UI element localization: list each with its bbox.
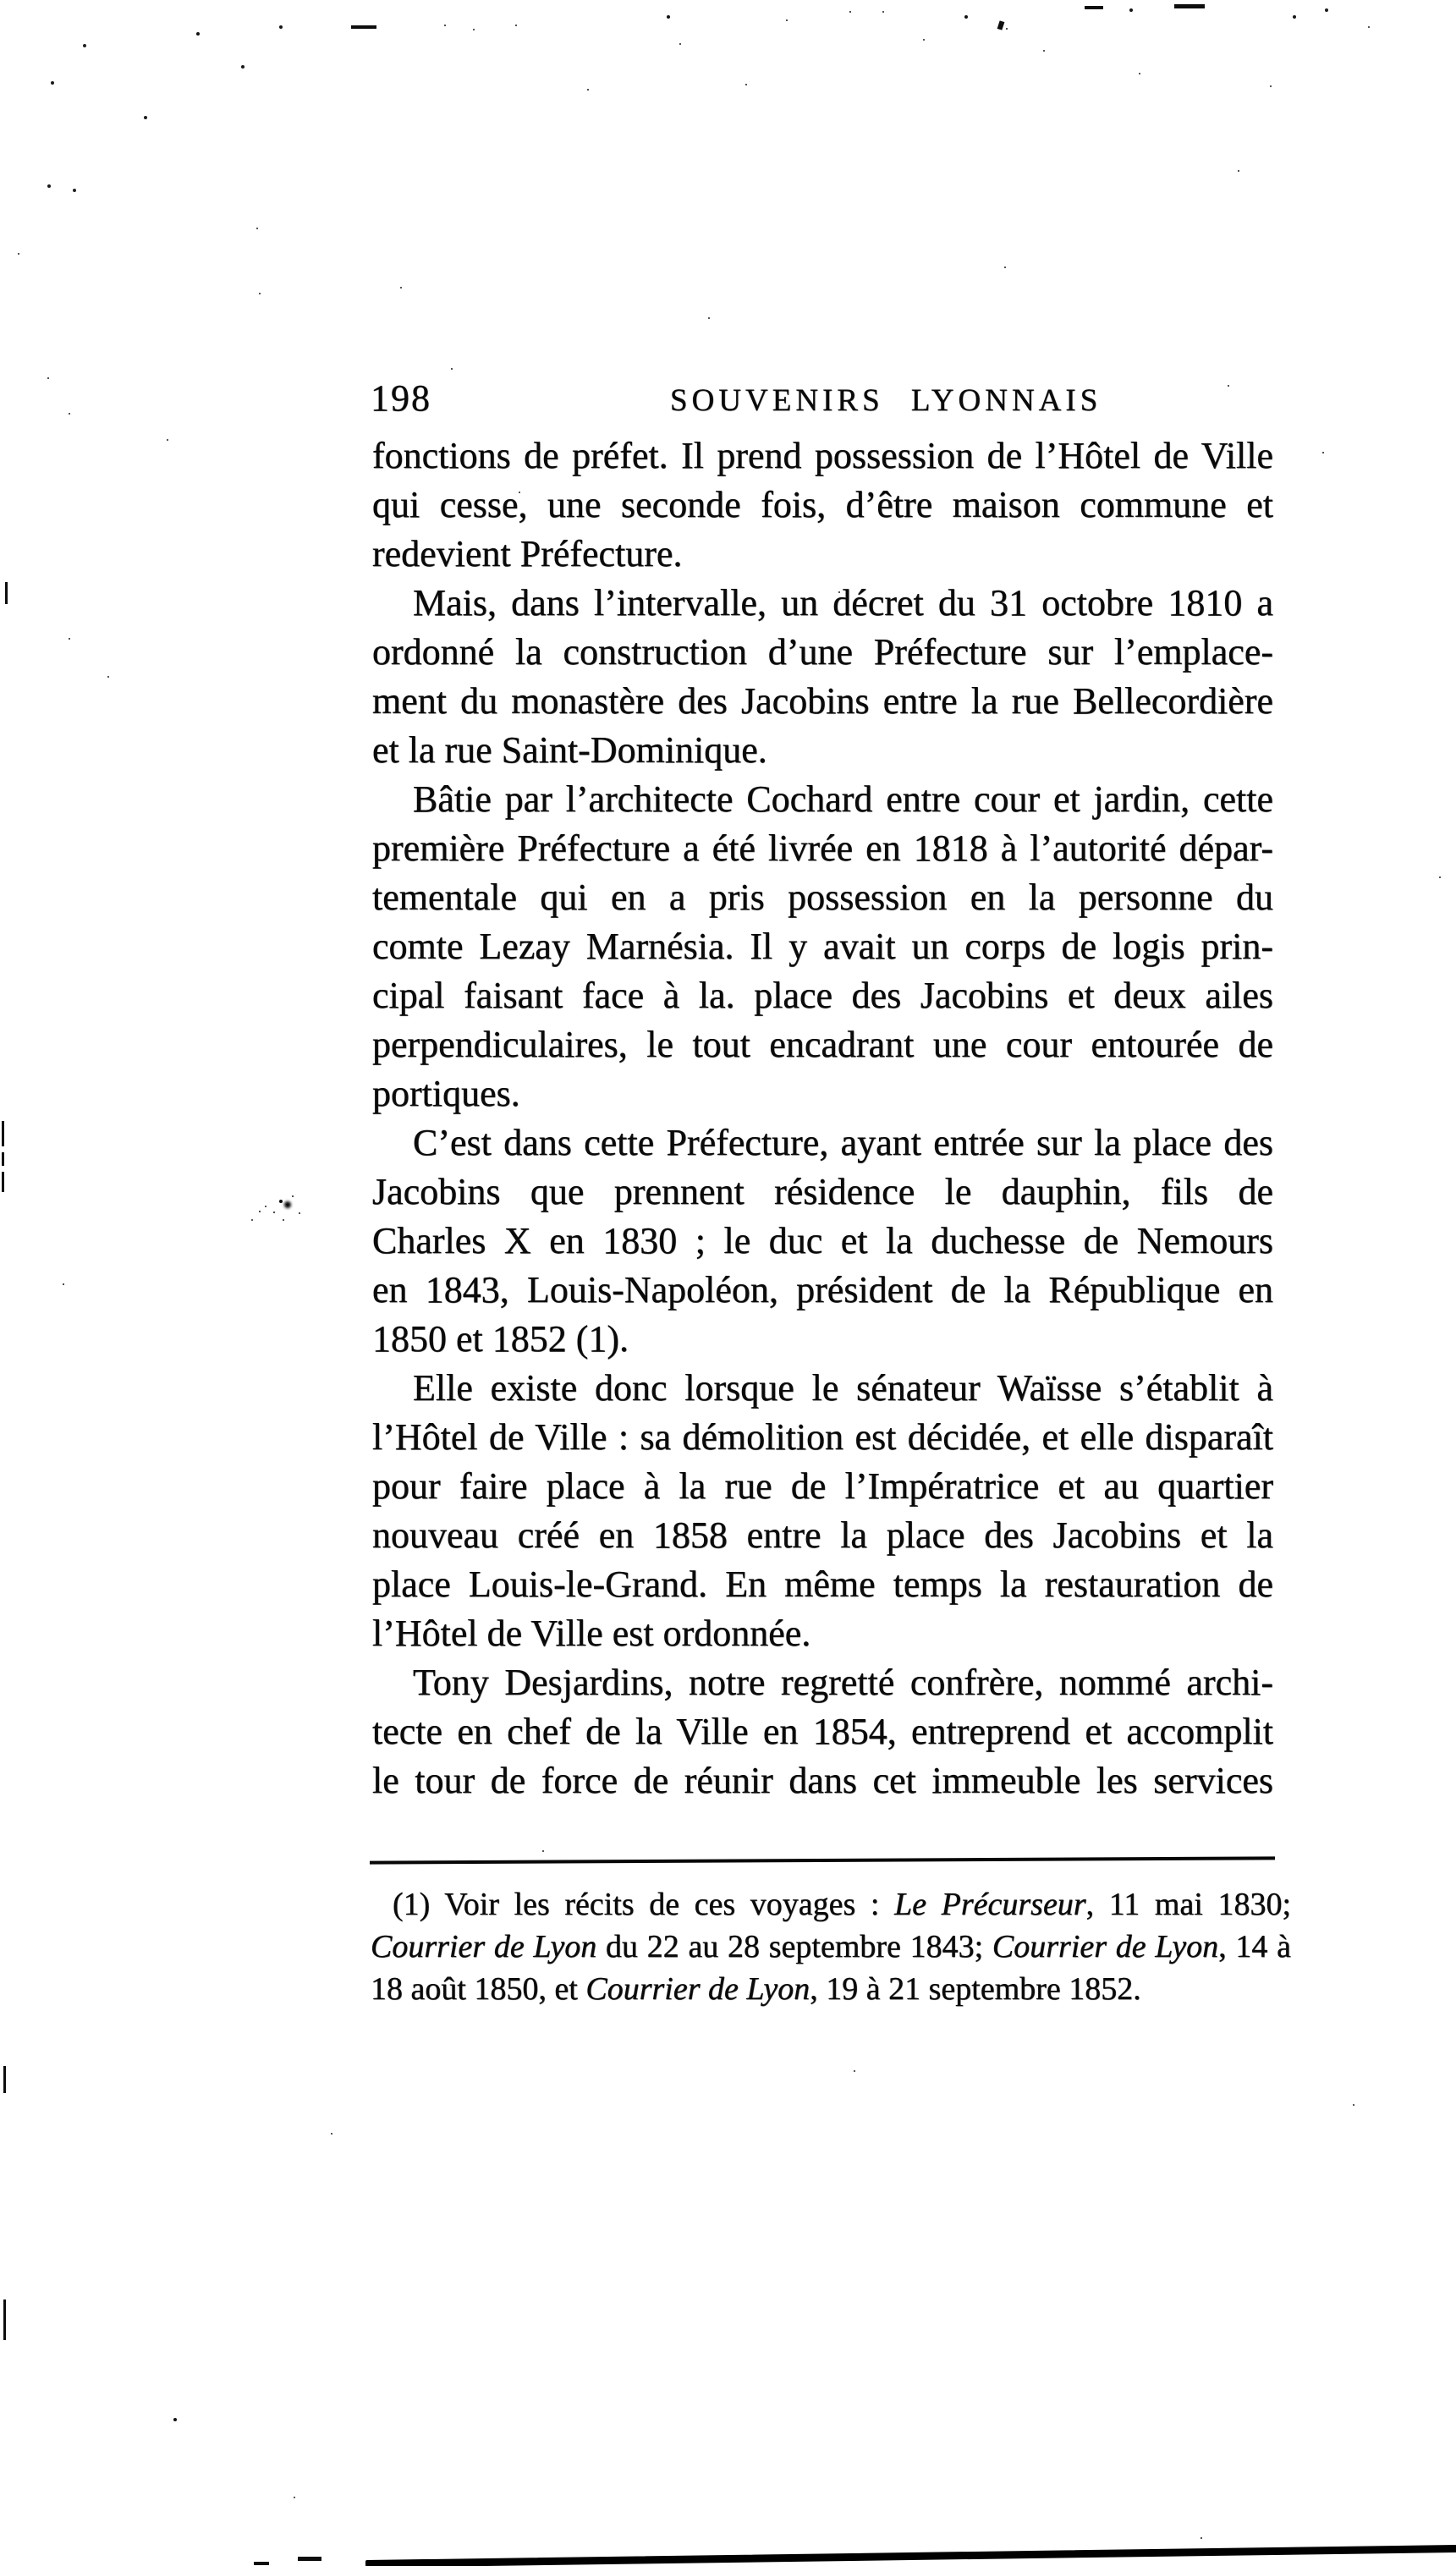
running-title: SOUVENIRS LYONNAIS <box>670 383 1102 418</box>
paragraph <box>372 579 1273 775</box>
scan-noise-specks <box>0 0 3 3</box>
text-line: et la rue Saint-Dominique. <box>372 729 767 771</box>
text-line: ordonné la construction d’une Préfecture sur l’emplace- <box>372 631 1273 673</box>
scan-dash-mark <box>1174 4 1205 8</box>
text-line: tecte en chef de la Ville en 1854, entreprend et accomplit <box>372 1711 1273 1752</box>
text-line: fonctions de préfet. Il prend possession de l’Hôtel de Ville <box>372 435 1273 476</box>
text-line: Jacobins que prennent résidence le dauphin, fils de <box>372 1171 1273 1212</box>
body-text <box>372 431 1273 1805</box>
text-line: comte Lezay Marnésia. Il y avait un corps de logis prin- <box>372 926 1273 967</box>
text-line: en 1843, Louis-Napoléon, président de la République en <box>372 1269 1273 1310</box>
scan-edge-tick <box>3 2300 6 2340</box>
text-line: perpendiculaires, le tout encadrant une cour entourée de <box>372 1024 1273 1065</box>
text-line: première Préfecture a été livrée en 1818 à l’autorité dépar- <box>372 827 1273 869</box>
paragraph <box>372 775 1273 1118</box>
footnote-line <box>371 1968 1291 2010</box>
footnote-italic-segment: Courrier de Lyon <box>992 1929 1219 1964</box>
footnote-separator-rule <box>370 1856 1275 1864</box>
paragraph <box>372 1118 1273 1364</box>
text-line: ment du monastère des Jacobins entre la rue Bellecordière <box>372 680 1273 722</box>
text-line: C’est dans cette Préfecture, ayant entrée sur la place des <box>413 1122 1273 1163</box>
footnote-line <box>371 1883 1291 1926</box>
scan-dash-mark <box>298 2557 321 2561</box>
footnote-italic-segment: Le Précurseur <box>894 1887 1086 1922</box>
footnote-text-segment: , 11 mai 1830; <box>1085 1887 1291 1922</box>
text-line: Bâtie par l’architecte Cochard entre cour et jardin, cette <box>413 778 1273 820</box>
text-line: le tour de force de réunir dans cet immeuble les services <box>372 1760 1273 1801</box>
scan-dash-mark <box>254 2562 269 2565</box>
footnote-line <box>371 1926 1291 1968</box>
text-line: l’Hôtel de Ville est ordonnée. <box>372 1613 811 1654</box>
page-number: 198 <box>371 377 431 419</box>
text-line: 1850 et 1852 (1). <box>372 1318 629 1360</box>
text-line: qui cesse, une seconde fois, d’être maison commune et <box>372 484 1273 525</box>
footnote-text-segment: 18 août 1850, et <box>371 1971 586 2007</box>
text-line: Elle existe donc lorsque le sénateur Waïsse s’établit à <box>413 1367 1273 1409</box>
text-line: pour faire place à la rue de l’Impératrice et au quartier <box>372 1465 1273 1507</box>
scan-dash-mark <box>1085 6 1103 9</box>
scan-edge-tick <box>2 1172 4 1192</box>
footnote <box>371 1883 1291 2010</box>
text-line: place Louis-le-Grand. En même temps la restauration de <box>372 1563 1273 1605</box>
footnote-text-segment: du 22 au 28 septembre 1843; <box>596 1929 992 1964</box>
footnote-text-segment: , 19 à 21 septembre 1852. <box>810 1971 1141 2007</box>
footnote-text-segment: (1) Voir les récits de ces voyages : <box>393 1887 895 1922</box>
text-line: redevient Préfecture. <box>372 533 683 574</box>
text-line: tementale qui en a pris possession en la personne du <box>372 876 1273 918</box>
text-line: cipal faisant face à la. place des Jacobins et deux ailes <box>372 975 1273 1016</box>
scan-edge-tick <box>2 1152 4 1166</box>
text-line: nouveau créé en 1858 entre la place des Jacobins et la <box>372 1514 1273 1556</box>
paragraph <box>372 1658 1273 1805</box>
paragraph <box>372 1364 1273 1658</box>
footnote-italic-segment: Courrier de Lyon <box>585 1971 810 2007</box>
scan-edge-tick <box>3 2066 6 2093</box>
page-bottom-edge-shadow <box>365 2542 1456 2566</box>
text-line: Charles X en 1830 ; le duc et la duchesse de Nemours <box>372 1220 1273 1261</box>
scan-edge-tick <box>2 1121 4 1146</box>
paragraph <box>372 431 1273 579</box>
footnote-text-segment: , 14 à <box>1218 1929 1291 1964</box>
scan-edge-tick <box>5 582 8 604</box>
scan-dash-mark <box>997 20 1005 30</box>
scan-dash-mark <box>351 25 376 29</box>
text-line: l’Hôtel de Ville : sa démolition est décidée, et elle disparaît <box>372 1416 1273 1458</box>
text-line: Tony Desjardins, notre regretté confrère, nommé archi- <box>413 1662 1273 1703</box>
text-line: portiques. <box>372 1073 520 1114</box>
text-line: Mais, dans l’intervalle, un décret du 31 octobre 1810 a <box>413 582 1273 624</box>
footnote-italic-segment: Courrier de Lyon <box>371 1929 597 1964</box>
